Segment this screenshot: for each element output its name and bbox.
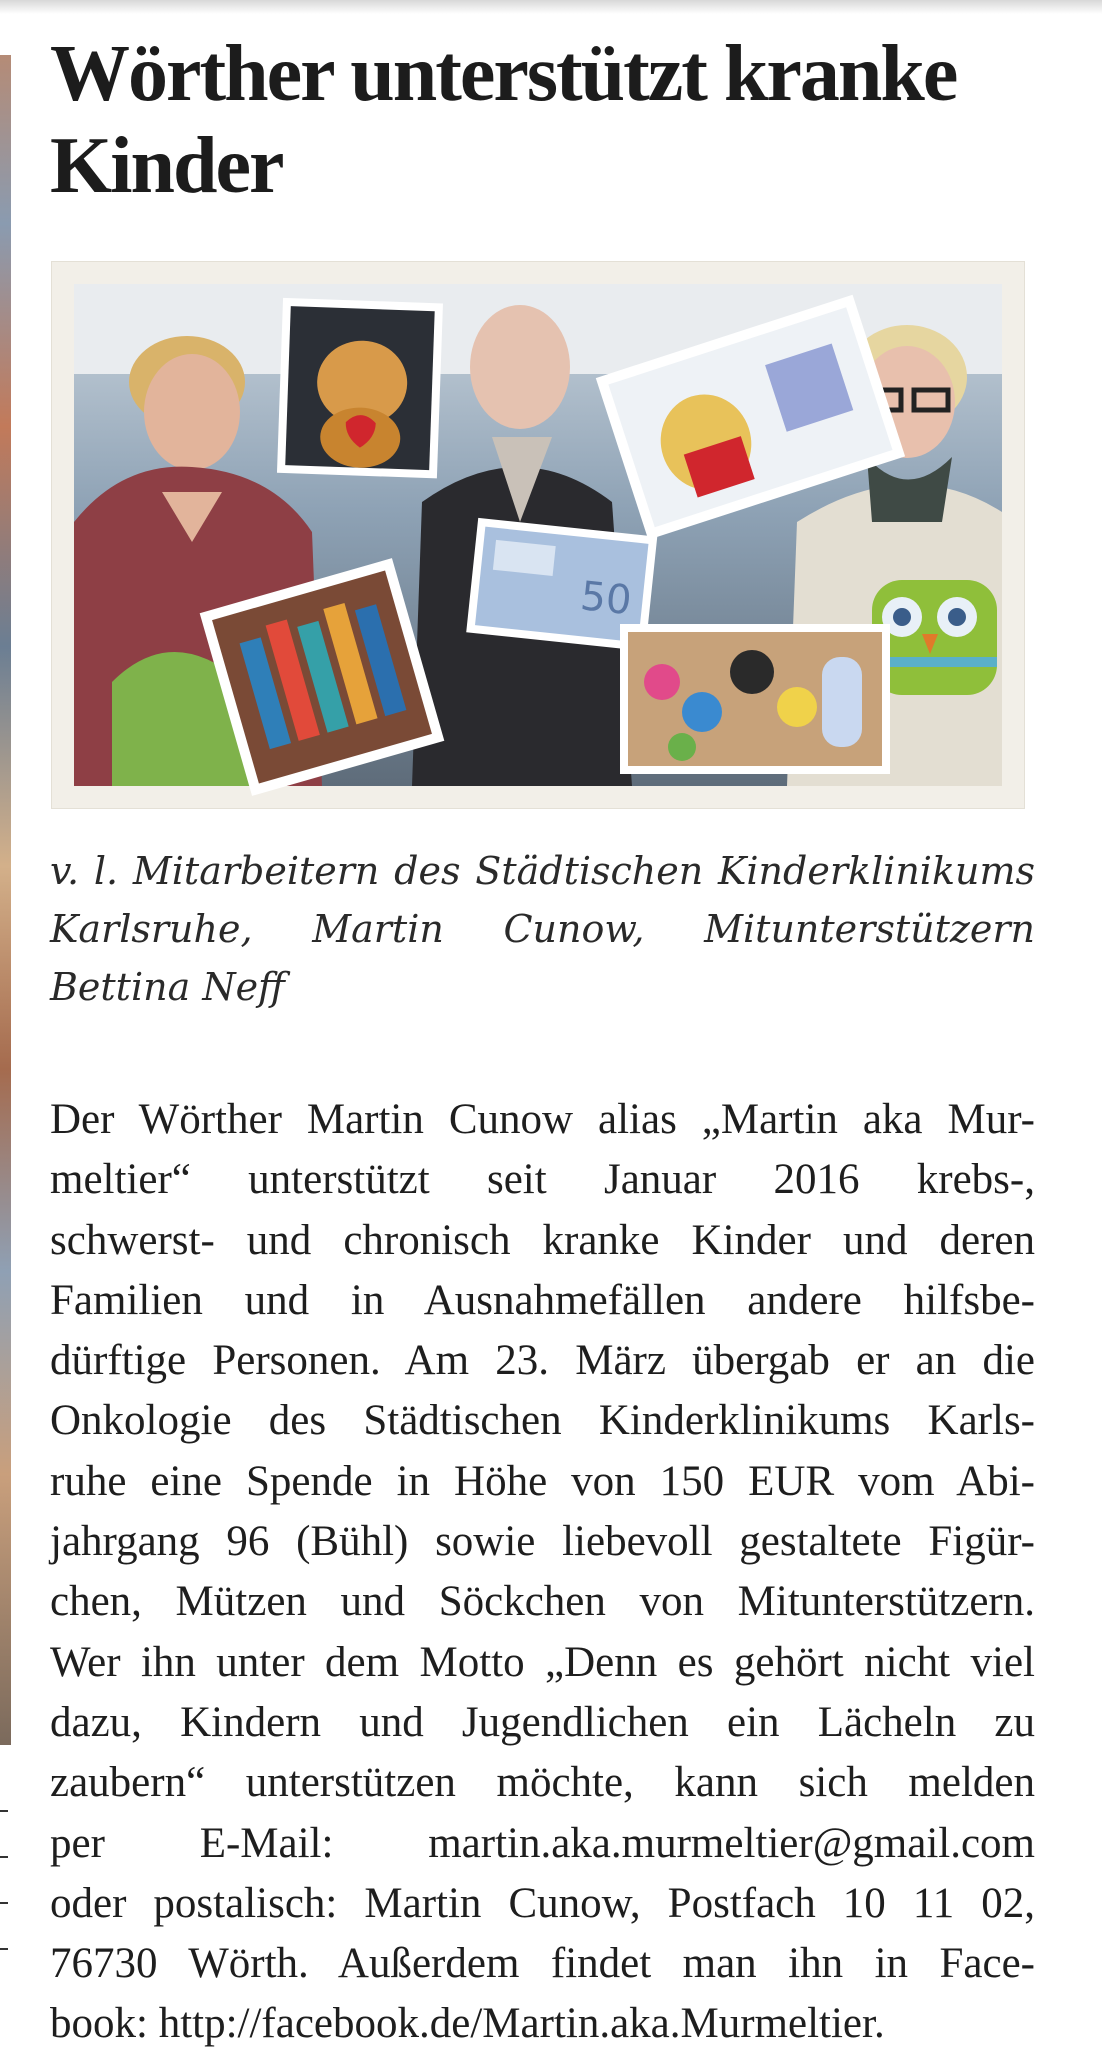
- body-line: oder postalisch: Martin Cunow, Postfach 10 11 02,: [50, 1879, 1035, 1927]
- body-line: meltier“ unterstützt seit Januar 2016 krebs-,: [50, 1156, 1035, 1204]
- svg-text:50: 50: [578, 573, 634, 625]
- body-line: schwerst- und chronisch kranke Kinder und deren: [50, 1216, 1035, 1264]
- body-line: chen, Mützen und Söckchen von Mitunterstützern.: [50, 1578, 1035, 1626]
- group-photo-icon: [52, 262, 1024, 808]
- body-line: Der Wörther Martin Cunow alias „Martin aka Mur-: [50, 1096, 1035, 1143]
- body-line: zaubern“ unterstützen möchte, kann sich melden: [50, 1759, 1035, 1807]
- body-line: ruhe eine Spende in Höhe von 150 EUR vom Abi-: [50, 1457, 1035, 1505]
- photo-caption: v. l. Mitarbeitern des Städtischen Kinderklinikums Karlsruhe, Martin Cunow, Mitunterstützern Bettina Neff: [50, 849, 1035, 1009]
- page-top-shadow: [0, 0, 1102, 14]
- body-line: jahrgang 96 (Bühl) sowie liebevoll gestaltete Figür-: [50, 1518, 1035, 1566]
- body-line: Familien und in Ausnahmefällen andere hilfsbe-: [50, 1276, 1035, 1324]
- article-photo: [52, 262, 1024, 808]
- body-line: book: http://facebook.de/Martin.aka.Murmeltier.: [50, 2000, 885, 2048]
- body-line: Wer ihn unter dem Motto „Denn es gehört nicht viel: [50, 1638, 1035, 1686]
- article-body: [50, 1090, 1035, 2055]
- body-line: dürftige Personen. Am 23. März übergab er an die: [50, 1337, 1035, 1385]
- body-line: dazu, Kindern und Jugendlichen ein Lächeln zu: [50, 1698, 1035, 1746]
- article-headline: Wörther unterstützt kranke Kinder: [50, 30, 957, 210]
- body-line: 76730 Wörth. Außerdem findet man ihn in Face-: [50, 1940, 1035, 1988]
- adjacent-page-marks: [0, 1810, 8, 2010]
- body-line: Onkologie des Städtischen Kinderklinikums Karls-: [50, 1397, 1035, 1445]
- adjacent-page-strip: [0, 55, 11, 1745]
- body-line: per E-Mail: martin.aka.murmeltier@gmail.com: [50, 1819, 1035, 1867]
